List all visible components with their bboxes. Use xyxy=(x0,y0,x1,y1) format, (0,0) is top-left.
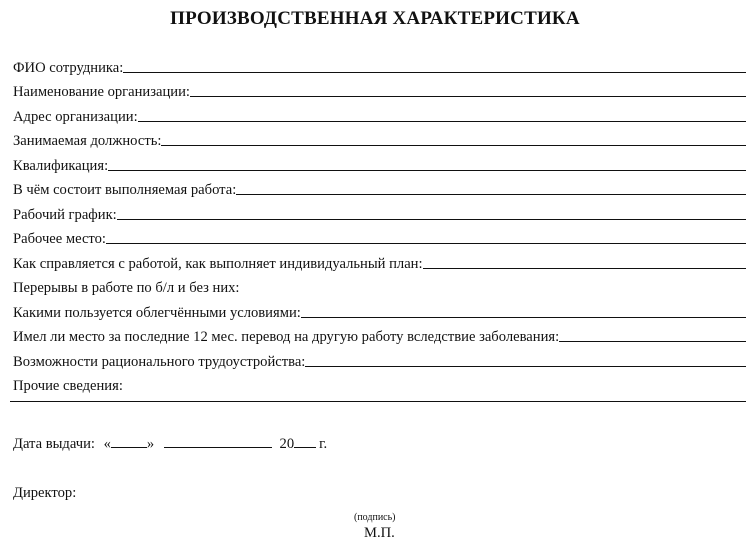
form-field-row xyxy=(13,370,746,395)
field-label: Занимаемая должность: xyxy=(13,133,162,149)
other-info-line xyxy=(10,401,746,402)
field-label: Как справляется с работой, как выполняет индивидуальный план: xyxy=(13,255,423,272)
field-blank-line[interactable] xyxy=(190,95,746,97)
form-field-row xyxy=(13,198,746,223)
form-field-row xyxy=(13,321,746,346)
form-field-row xyxy=(13,174,746,199)
signature-note: (подпись) xyxy=(354,512,396,523)
field-label: Рабочий график: xyxy=(13,206,117,223)
field-label: В чём состоит выполняемая работа: xyxy=(13,182,237,198)
field-label: ФИО сотрудника: xyxy=(13,59,124,76)
field-blank-line[interactable] xyxy=(305,365,746,367)
year-prefix: 20 xyxy=(279,436,295,452)
issue-date-row xyxy=(13,434,327,453)
field-blank-line[interactable] xyxy=(108,169,746,171)
open-quote: « xyxy=(103,436,111,452)
month-blank xyxy=(164,434,272,448)
characteristic-form xyxy=(13,51,746,394)
field-blank-line[interactable] xyxy=(106,242,746,244)
form-field-row xyxy=(13,149,746,174)
close-quote: » xyxy=(146,436,155,452)
field-label: Адрес организации: xyxy=(13,108,138,125)
issue-date-label: Дата выдачи: xyxy=(13,436,95,452)
form-field-row xyxy=(13,100,746,125)
form-field-row xyxy=(13,247,746,272)
year-blank xyxy=(294,434,316,448)
director-label: Директор: xyxy=(13,485,77,501)
form-field-row xyxy=(13,125,746,150)
form-field-row xyxy=(13,345,746,370)
form-field-row xyxy=(13,272,746,297)
field-label: Квалификация: xyxy=(13,157,109,174)
field-label: Наименование организации: xyxy=(13,84,190,100)
form-field-row xyxy=(13,296,746,321)
field-blank-line[interactable] xyxy=(117,218,746,220)
field-blank-line[interactable] xyxy=(123,71,746,73)
document-title: ПРОИЗВОДСТВЕННАЯ ХАРАКТЕРИСТИКА xyxy=(170,8,580,29)
field-blank-line[interactable] xyxy=(301,316,746,318)
field-blank-line[interactable] xyxy=(559,340,746,342)
field-label: Какими пользуется облегчёнными условиями: xyxy=(13,304,301,321)
form-field-row xyxy=(13,223,746,248)
form-field-row xyxy=(13,51,746,76)
field-label: Прочие сведения: xyxy=(13,378,123,394)
stamp-label: М.П. xyxy=(364,525,395,541)
field-blank-line[interactable] xyxy=(161,144,746,146)
form-field-row xyxy=(13,76,746,101)
year-suffix: г. xyxy=(319,436,328,452)
day-blank xyxy=(111,434,147,448)
field-label: Имел ли место за последние 12 мес. перевод на другую работу вследствие заболевания: xyxy=(13,329,560,345)
field-blank-line[interactable] xyxy=(138,120,746,122)
field-label: Рабочее место: xyxy=(13,231,106,247)
field-label: Возможности рационального трудоустройства: xyxy=(13,353,306,370)
field-label: Перерывы в работе по б/л и без них: xyxy=(13,280,240,296)
field-blank-line[interactable] xyxy=(236,193,746,195)
field-blank-line[interactable] xyxy=(423,267,746,269)
